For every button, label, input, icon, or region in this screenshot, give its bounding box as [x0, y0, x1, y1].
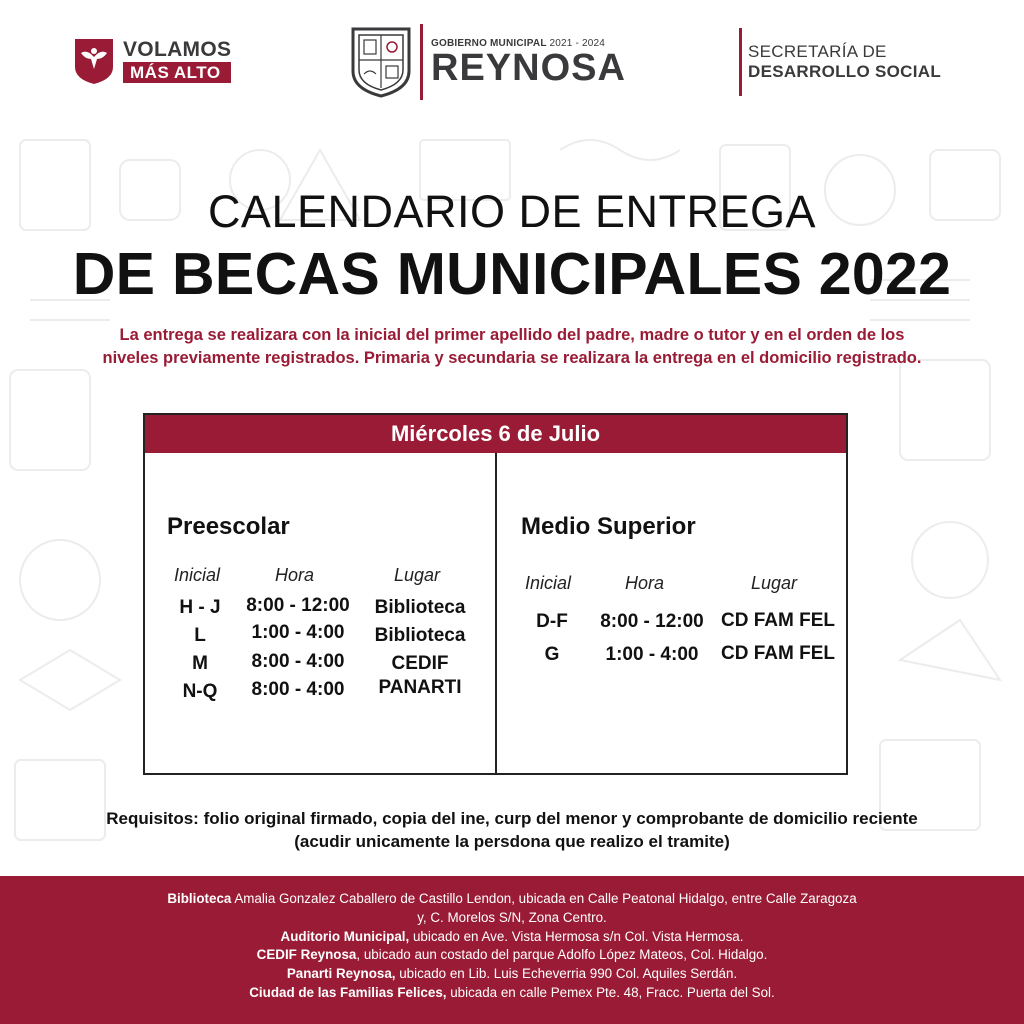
preescolar-row3-lugar: CEDIF [391, 653, 449, 674]
preescolar-row3-hora: 8:00 - 4:00 [251, 651, 345, 672]
volamos-bottom-text: MÁS ALTO [123, 62, 231, 83]
preescolar-row4-inicial: N-Q [182, 681, 218, 702]
preescolar-row2-inicial: L [194, 625, 206, 646]
footer-line-ciudad-familias: Ciudad de las Familias Felices, ubicada en calle Pemex Pte. 48, Fracc. Puerta del Sol. [249, 984, 775, 1000]
preescolar-row4-hora: 8:00 - 4:00 [251, 679, 345, 700]
requirements-section [0, 807, 1024, 853]
reynosa-wordmark: REYNOSA [431, 46, 626, 89]
preescolar-row2-lugar: Biblioteca [374, 625, 466, 646]
medio-superior-row1-lugar: CD FAM FEL [721, 610, 835, 631]
requirements-text: folio original firmado, copia del ine, curp del menor y comprobante de domicilio reciente [203, 809, 918, 828]
reynosa-divider [420, 24, 423, 100]
medio-superior-row2-lugar: CD FAM FEL [721, 643, 835, 664]
gobierno-municipal-text: GOBIERNO MUNICIPAL 2021 - 2024 [431, 37, 606, 49]
title-line1: CALENDARIO DE ENTREGA [207, 186, 817, 237]
schedule-date-header: Miércoles 6 de Julio [145, 415, 846, 453]
gobierno-reynosa-logo [350, 24, 626, 100]
secretaria-divider [739, 28, 742, 96]
requirements-note: (acudir unicamente la persdona que realizo el tramite) [294, 832, 730, 851]
preescolar-row4-lugar: PANARTI [378, 677, 462, 698]
footer-line-panarti: Panarti Reynosa, ubicado en Lib. Luis Echeverria 990 Col. Aquiles Serdán. [286, 966, 738, 982]
preescolar-header-hora: Hora [275, 565, 315, 585]
volamos-mas-alto-logo [73, 37, 231, 85]
requirements-label: Requisitos: [106, 809, 199, 828]
header-bar [0, 0, 1024, 120]
preescolar-row2-hora: 1:00 - 4:00 [251, 622, 345, 643]
locations-footer [0, 876, 1024, 1024]
footer-line-biblioteca: Biblioteca Amalia Gonzalez Caballero de Castillo Lendon, ubicada en Calle Peatonal Hidalgo, entre Calle Zaragoza [167, 891, 857, 906]
intro-line2: niveles previamente registrados. Primaria y secundaria se realizara la entrega en el domicilio registrado. [102, 349, 922, 367]
title-line2: DE BECAS MUNICIPALES 2022 [72, 241, 952, 307]
intro-line1: La entrega se realizara con la inicial del primer apellido del padre, madre o tutor y en el orden de los [119, 326, 905, 344]
schedule-table [143, 413, 848, 775]
preescolar-header-lugar: Lugar [394, 565, 441, 585]
medio-superior-header-inicial: Inicial [525, 573, 572, 593]
medio-superior-row2-hora: 1:00 - 4:00 [605, 644, 699, 665]
medio-superior-title: Medio Superior [521, 513, 696, 540]
secretaria-line2: DESARROLLO SOCIAL [748, 62, 942, 81]
schedule-column-divider [495, 453, 497, 773]
preescolar-title: Preescolar [167, 513, 290, 540]
preescolar-row1-lugar: Biblioteca [374, 597, 466, 618]
footer-line-auditorio: Auditorio Municipal, ubicado en Ave. Vista Hermosa s/n Col. Vista Hermosa. [280, 928, 744, 944]
medio-superior-header-hora: Hora [625, 573, 665, 593]
medio-superior-row1-hora: 8:00 - 12:00 [600, 611, 704, 632]
requirements-line [0, 807, 1024, 830]
secretaria-desarrollo-social-logo [739, 28, 941, 96]
preescolar-row1-inicial: H - J [179, 597, 221, 618]
secretaria-line1: SECRETARÍA DE [748, 42, 887, 61]
footer-line-biblioteca-cont: y, C. Morelos S/N, Zona Centro. [417, 909, 607, 925]
medio-superior-row2-inicial: G [544, 644, 560, 665]
preescolar-row1-hora: 8:00 - 12:00 [246, 595, 350, 616]
volamos-top-text: VOLAMOS [123, 38, 232, 61]
medio-superior-row1-inicial: D-F [536, 611, 568, 632]
preescolar-row3-inicial: M [192, 653, 208, 674]
intro-paragraph [20, 324, 1004, 370]
medio-superior-header-lugar: Lugar [751, 573, 798, 593]
footer-line-cedif: CEDIF Reynosa, ubicado aun costado del parque Adolfo López Mateos, Col. Hidalgo. [256, 947, 768, 963]
eagle-shield-icon [73, 37, 115, 85]
reynosa-crest-icon [350, 26, 412, 98]
preescolar-header-inicial: Inicial [174, 565, 221, 585]
